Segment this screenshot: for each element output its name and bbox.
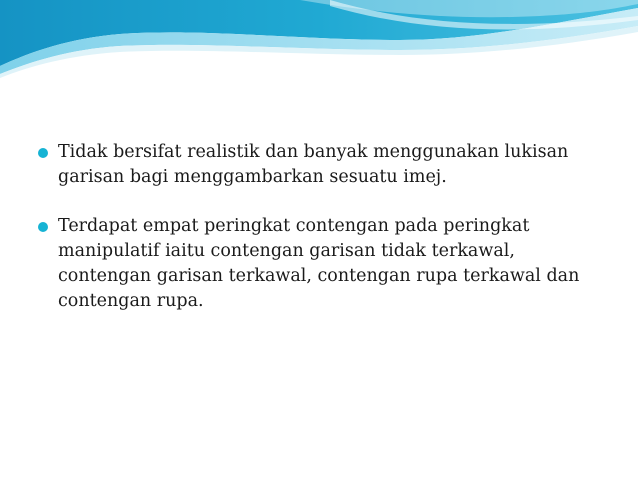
decorative-wave-header xyxy=(0,0,638,80)
bullet-list xyxy=(38,140,613,338)
bullet-dot-icon xyxy=(38,222,48,232)
bullet-item xyxy=(38,140,613,190)
bullet-text: Tidak bersifat realistik dan banyak menggunakan lukisan garisan bagi menggambarkan sesuatu imej. xyxy=(58,142,569,187)
bullet-text: Terdapat empat peringkat contengan pada peringkat manipulatif iaitu contengan garisan tidak terkawal, contengan garisan terkawal, contengan rupa terkawal dan contengan rupa. xyxy=(58,216,580,311)
bullet-dot-icon xyxy=(38,148,48,158)
bullet-item xyxy=(38,214,613,314)
